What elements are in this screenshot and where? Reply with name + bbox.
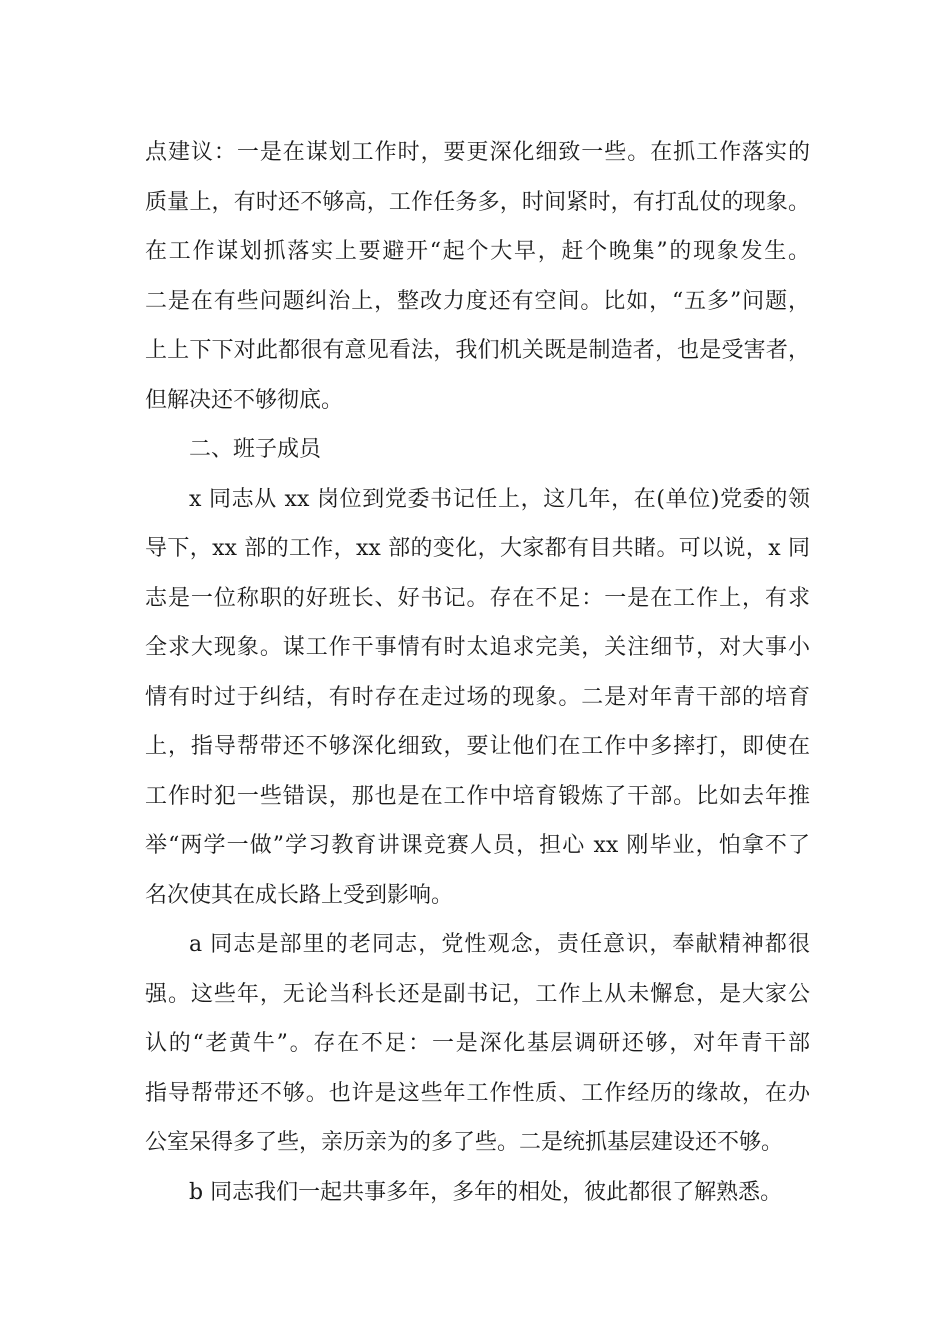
text-line: a 同志是部里的老同志，党性观念，责任意识，奉献精神都很 <box>189 932 810 957</box>
text-line: 全求大现象。谋工作干事情有时太追求完美，关注细节，对大事小 <box>145 635 810 660</box>
text-line: 质量上，有时还不够高，工作任务多，时间紧时，有打乱仗的现象。 <box>145 189 810 215</box>
text-line: 强。这些年，无论当科长还是副书记，工作上从未懈怠，是大家公 <box>145 981 810 1007</box>
text-line: 上，指导帮带还不够深化细致，要让他们在工作中多摔打，即使在 <box>145 734 810 759</box>
section-heading: 二、班子成员 <box>189 437 322 462</box>
text-line: 上上下下对此都很有意见看法，我们机关既是制造者，也是受害者， <box>145 338 810 363</box>
text-line: 导下，xx 部的工作，xx 部的变化，大家都有目共睹。可以说，x 同 <box>145 536 810 561</box>
paragraph-suggestions <box>145 128 810 425</box>
text-line: 在工作谋划抓落实上要避开“起个大早，赶个晚集”的现象发生。 <box>145 239 810 264</box>
text-line: 举“两学一做”学习教育讲课竞赛人员，担心 xx 刚毕业，怕拿不了 <box>145 833 810 858</box>
text-line: b 同志我们一起共事多年，多年的相处，彼此都很了解熟悉。 <box>189 1179 783 1205</box>
text-line: x 同志从 xx 岗位到党委书记任上，这几年，在(单位)党委的领 <box>189 486 810 512</box>
paragraph-b-comrade <box>145 1168 810 1218</box>
text-line: 公室呆得多了些，亲历亲为的多了些。二是统抓基层建设还不够。 <box>145 1130 784 1155</box>
text-line: 工作时犯一些错误，那也是在工作中培育锻炼了干部。比如去年推 <box>145 783 810 809</box>
paragraph-a-comrade <box>145 920 810 1168</box>
text-line: 情有时过于纠结，有时存在走过场的现象。二是对年青干部的培育 <box>145 684 810 710</box>
text-line: 点建议：一是在谋划工作时，要更深化细致一些。在抓工作落实的 <box>145 140 810 165</box>
text-line: 志是一位称职的好班长、好书记。存在不足：一是在工作上，有求 <box>145 585 810 611</box>
paragraph-x-comrade <box>145 475 810 921</box>
document-body <box>145 128 810 1217</box>
text-line: 二是在有些问题纠治上，整改力度还有空间。比如，“五多”问题， <box>145 288 810 314</box>
text-line: 名次使其在成长路上受到影响。 <box>145 882 454 908</box>
text-line: 认的“老黄牛”。存在不足：一是深化基层调研还够，对年青干部 <box>145 1031 810 1056</box>
text-line: 但解决还不够彻底。 <box>145 387 344 413</box>
text-line: 指导帮带还不够。也许是这些年工作性质、工作经历的缘故，在办 <box>145 1080 810 1106</box>
